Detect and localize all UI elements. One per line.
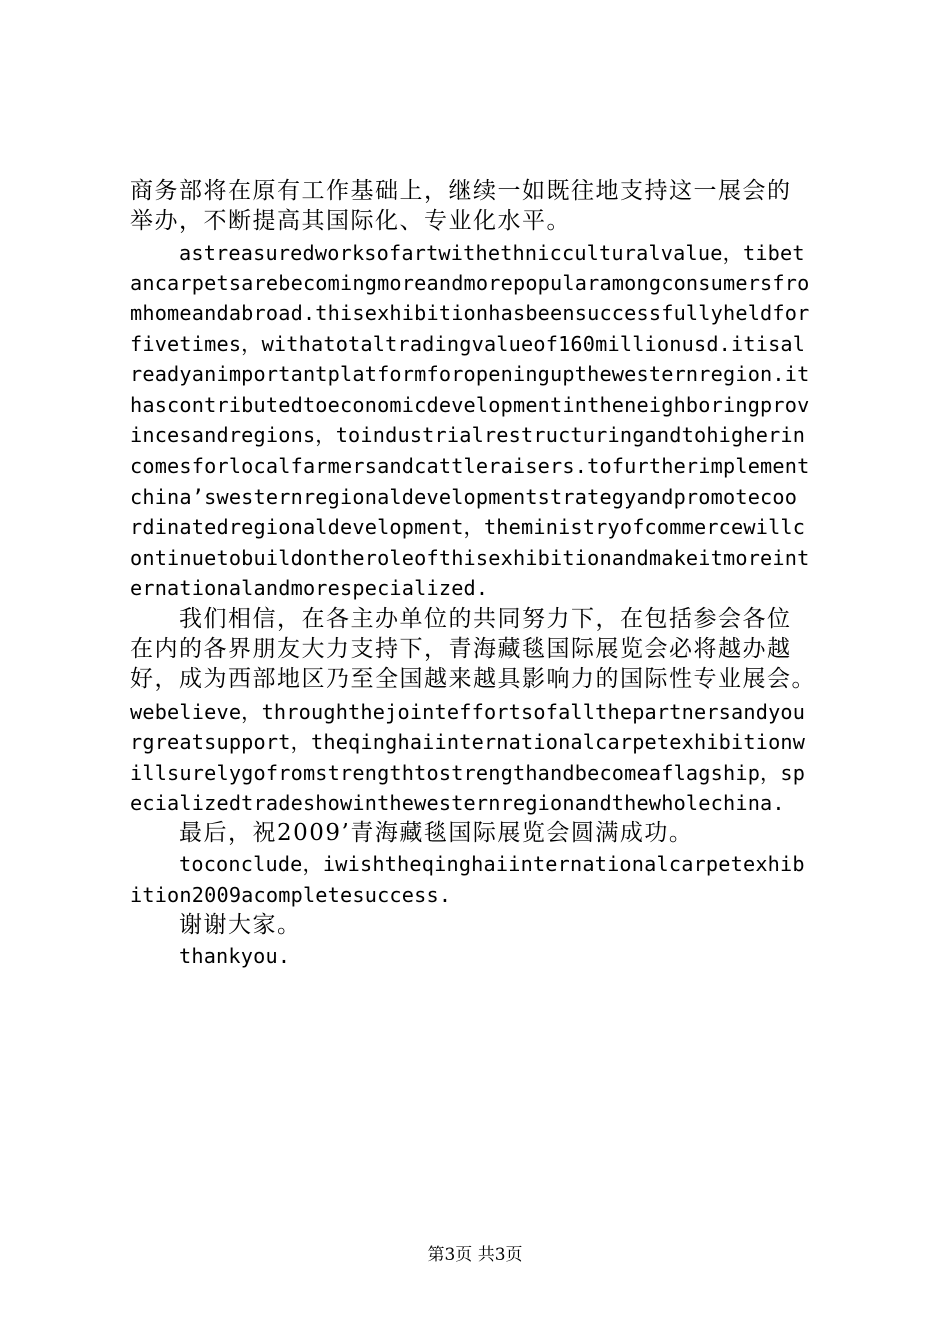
page-number: 第3页 共3页 <box>427 1245 523 1265</box>
text-line: rgreatsupport，theqinghaiinternationalcarpetexhibitionw <box>130 730 806 754</box>
text-line: 谢谢大家。 <box>179 912 302 938</box>
text-line: webelieve，throughthejointeffortsofallthepartnersandyou <box>130 700 806 724</box>
text-line: illsurelygofromstrengthtostrengthandbecomeaflagship，sp <box>130 761 806 785</box>
text-line: ecializedtradeshowinthewesternregionandthewholechina. <box>130 791 785 815</box>
text-line: mhomeandabroad.thisexhibitionhasbeensuccessfullyheldfor <box>130 301 810 325</box>
text-line: 我们相信，在各主办单位的共同努力下，在包括参会各位 <box>179 606 792 632</box>
text-line: astreasuredworksofartwithethnicculturalvalue，tibet <box>179 241 805 265</box>
text-line: comesforlocalfarmersandcattleraisers.tofurtherimplement <box>130 454 810 478</box>
text-line: hascontributedtoeconomicdevelopmentintheneighboringprov <box>130 393 810 417</box>
text-line: readyanimportantplatformforopeningupthewesternregion.it <box>130 362 810 386</box>
text-line: ition2009acompletesuccess. <box>130 883 452 907</box>
text-line: china’swesternregionaldevelopmentstrategyandpromotecoo <box>130 485 798 509</box>
text-line: ancarpetsarebecomingmoreandmorepopularamongconsumersfro <box>130 271 810 295</box>
text-line: 好，成为西部地区乃至全国越来越具影响力的国际性专业展会。 <box>130 666 816 692</box>
text-line: ernationalandmorespecialized. <box>130 576 489 600</box>
text-line: incesandregions，toindustrialrestructuringandtohigherin <box>130 423 806 447</box>
text-line: ontinuetobuildontheroleofthisexhibitionandmakeitmoreint <box>130 546 810 570</box>
text-line: rdinatedregionaldevelopment，theministryofcommercewillc <box>130 515 806 539</box>
text-line: 在内的各界朋友大力支持下，青海藏毯国际展览会必将越办越 <box>130 636 792 662</box>
text-line: 商务部将在原有工作基础上，继续一如既往地支持这一展会的 <box>130 178 792 204</box>
text-line: thankyou. <box>179 944 291 968</box>
text-line: 最后，祝2009’青海藏毯国际展览会圆满成功。 <box>179 820 694 846</box>
text-line: fivetimes，withatotaltradingvalueof160millionusd.itisal <box>130 332 806 356</box>
text-line: 举办，不断提高其国际化、专业化水平。 <box>130 208 571 234</box>
text-line: toconclude，iwishtheqinghaiinternationalcarpetexhib <box>179 852 805 876</box>
